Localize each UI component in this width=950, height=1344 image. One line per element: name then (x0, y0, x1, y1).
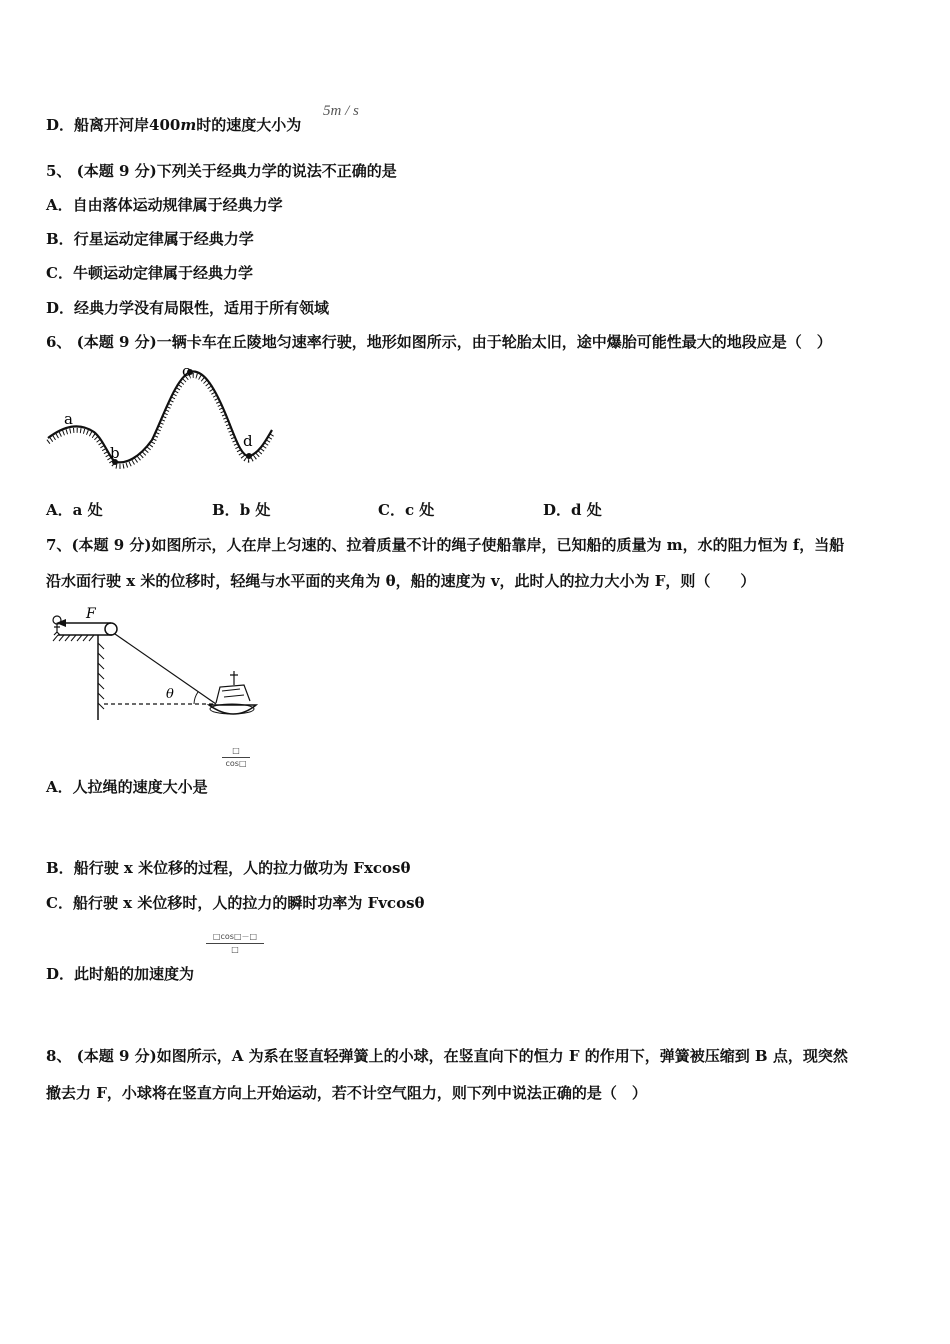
q7-option-a-fraction (222, 746, 250, 769)
wall-hatching (98, 643, 104, 709)
option-text: c 处 (404, 501, 435, 519)
option-label: A． (46, 196, 73, 214)
angle-arc (194, 692, 198, 704)
distance-value: 400 (149, 116, 181, 134)
q8-header-line2: 撤去力 F，小球将在竖直方向上开始运动，若不计空气阻力，则下列中说法正确的是（ ） (46, 1084, 647, 1102)
frac-denominator: cos□ (225, 759, 247, 768)
label-d: d (243, 432, 253, 450)
option-text: 船离开河岸 (74, 116, 150, 134)
q7-option-c (46, 893, 425, 913)
question-text: (本题 9 分)如图所示，人在岸上匀速的、拉着质量不计的绳子使船靠岸，已知船的质量为 m，水的阻力恒为 f，当船 (71, 536, 845, 554)
q6-option-d (543, 500, 602, 520)
frac-bar (222, 757, 250, 758)
option-label: B． (212, 501, 240, 519)
frac-bar (206, 943, 264, 944)
option-text: 自由落体运动规律属于经典力学 (72, 196, 283, 214)
q6-option-b (212, 500, 270, 520)
q8-header-line1 (46, 1046, 848, 1066)
label-b: b (110, 444, 120, 462)
option-text: 行星运动定律属于经典力学 (73, 230, 254, 248)
frac-numerator: □ (232, 746, 240, 755)
q7-header-line2: 沿水面行驶 x 米的位移时，轻绳与水平面的夹角为 θ，船的速度为 v，此时人的拉力大小为 F，则（ ） (46, 572, 756, 590)
question-number: 6、 (46, 333, 72, 351)
speed-formula: 5m / s (323, 103, 359, 119)
distance-unit: m (180, 116, 197, 134)
q4-option-d (46, 115, 301, 135)
q5-option-d (46, 298, 329, 318)
option-text: 经典力学没有局限性，适用于所有领域 (74, 299, 330, 317)
angle-label: θ (166, 687, 174, 702)
boat-mast (230, 671, 238, 685)
point-d (246, 453, 252, 459)
boat-windows (222, 689, 244, 697)
option-label: B． (46, 230, 74, 248)
option-label: D． (46, 299, 75, 317)
option-suffix: 时的速度大小为 (196, 116, 302, 134)
option-text: 船行驶 x 米位移时，人的拉力的瞬时功率为 Fvcosθ (72, 894, 425, 912)
hill-terrain-figure (44, 360, 279, 475)
q7-option-d (46, 964, 194, 984)
option-text: 人拉绳的速度大小是 (72, 778, 208, 796)
question-number: 8、 (46, 1047, 72, 1065)
label-c: c (182, 362, 191, 380)
q5-option-b (46, 229, 254, 249)
option-label: C． (378, 501, 405, 519)
option-label: C． (46, 894, 73, 912)
force-label: F (86, 606, 96, 622)
boat-cabin (216, 685, 250, 703)
q7-header-line1 (46, 535, 844, 555)
option-label: C． (46, 264, 73, 282)
option-label: B． (46, 859, 74, 877)
q6-option-a (46, 500, 103, 520)
question-number: 7、 (46, 536, 72, 554)
question-text: (本题 9 分)如图所示，A 为系在竖直轻弹簧上的小球，在竖直向下的恒力 F 的作用下，弹簧被压缩到 B 点，现突然 (76, 1047, 848, 1065)
terrain-curve (48, 372, 272, 463)
q5-option-a (46, 195, 283, 215)
q5-option-c (46, 263, 253, 283)
boat-pulley-figure (44, 605, 259, 725)
person-body (54, 624, 60, 635)
q7-option-d-fraction (206, 932, 264, 955)
q6-header (46, 332, 832, 352)
option-text: 船行驶 x 米位移的过程，人的拉力做功为 Fxcosθ (73, 859, 411, 877)
pulley (105, 623, 117, 635)
label-a: a (64, 410, 73, 428)
shore-hatching (53, 635, 94, 641)
option-text: a 处 (72, 501, 103, 519)
option-label: A． (46, 501, 73, 519)
option-text: b 处 (239, 501, 271, 519)
option-label: D． (46, 116, 75, 134)
option-text: d 处 (571, 501, 602, 519)
option-label: D． (46, 965, 75, 983)
frac-numerator: □cos□－□ (212, 932, 258, 941)
q7-option-b (46, 858, 410, 878)
option-label: A． (46, 778, 73, 796)
option-label: D． (543, 501, 572, 519)
q6-option-c (378, 500, 434, 520)
frac-denominator: □ (231, 945, 239, 954)
question-number: 5、 (46, 162, 72, 180)
question-text: (本题 9 分)一辆卡车在丘陵地匀速率行驶，地形如图所示，由于轮胎太旧，途中爆胎可能性最大的地段应是（ ） (76, 333, 832, 351)
question-text: (本题 9 分)下列关于经典力学的说法不正确的是 (76, 162, 397, 180)
option-text: 此时船的加速度为 (74, 965, 195, 983)
q5-header (46, 161, 397, 181)
option-text: 牛顿运动定律属于经典力学 (72, 264, 253, 282)
q7-option-a (46, 777, 208, 797)
